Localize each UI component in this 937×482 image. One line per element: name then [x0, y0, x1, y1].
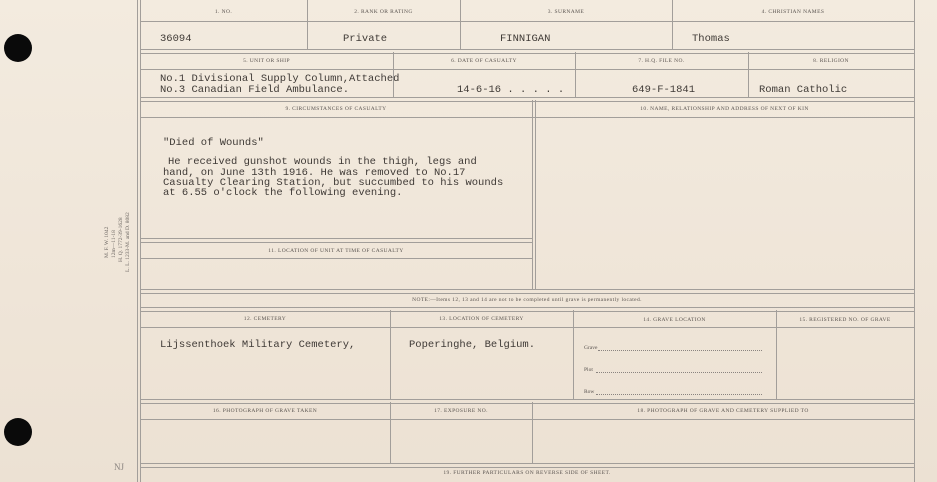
- note-bottom-rule: [140, 307, 914, 312]
- note-text: NOTE:—Items 12, 13 and 14 are not to be completed until grave is permanently located.: [412, 297, 642, 303]
- row2-label-rule: [140, 69, 914, 70]
- label-exposure: 17. EXPOSURE NO.: [434, 408, 488, 414]
- value-file: 649-F-1841: [632, 84, 696, 96]
- value-location-cemetery: Poperinghe, Belgium.: [409, 339, 536, 351]
- value-surname: FINNIGAN: [500, 33, 551, 45]
- circumstances-line-4: at 6.55 o'clock the following evening.: [163, 187, 403, 199]
- value-no: 36094: [160, 33, 192, 45]
- value-cemetery: Lijssenthoek Military Cemetery,: [160, 339, 356, 351]
- label-file: 7. H.Q. FILE NO.: [638, 58, 685, 64]
- side-print-line-3: H. Q. 1772-39-1628: [118, 217, 124, 262]
- plot-field-line: [596, 372, 762, 373]
- value-unit-line-1: No.1 Divisional Supply Column,Attached: [160, 73, 400, 85]
- label-surname: 3. SURNAME: [547, 9, 585, 15]
- row3-bottom-rule: [140, 289, 914, 294]
- circumstances-line-2: hand, on June 13th 1916. He was removed to No.17: [163, 167, 466, 179]
- row3b-rule: [140, 258, 532, 259]
- label-religion: 8. RELIGION: [813, 58, 849, 64]
- r3-div-1: [532, 100, 533, 290]
- r1-div-1: [307, 0, 308, 50]
- label-photo-taken: 16. PHOTOGRAPH OF GRAVE TAKEN: [212, 408, 318, 414]
- row-field-label: Row: [584, 389, 595, 395]
- grave-field-line: [598, 350, 762, 351]
- initials: NJ: [114, 462, 125, 472]
- value-christian: Thomas: [692, 33, 730, 45]
- value-date: 14-6-16 . . . . .: [457, 84, 565, 96]
- row-field-line: [596, 394, 762, 395]
- label-location-unit: 11. LOCATION OF UNIT AT TIME OF CASUALTY: [268, 248, 404, 254]
- r3-div-1b: [535, 100, 536, 290]
- row2-bottom-rule: [140, 97, 914, 102]
- label-photo-supplied: 18. PHOTOGRAPH OF GRAVE AND CEMETERY SUPPLIED TO: [637, 408, 809, 414]
- r4-div-3: [776, 310, 777, 400]
- row4-bottom-rule: [140, 399, 914, 404]
- label-christian: 4. CHRISTIAN NAMES: [761, 9, 825, 15]
- label-location-cemetery: 13. LOCATION OF CEMETERY: [439, 316, 524, 322]
- circumstances-line-3: Casualty Clearing Station, but succumbed to his wounds: [163, 177, 504, 189]
- side-print-line-4: L. L. 1233-M. and D. 8082: [125, 212, 131, 272]
- row5-label-rule: [140, 419, 914, 420]
- label-cemetery: 12. CEMETERY: [243, 316, 287, 322]
- punch-hole-bottom: [4, 418, 32, 446]
- row1-bottom-rule: [140, 49, 914, 54]
- value-rank: Private: [343, 33, 388, 45]
- side-print-line-1: M. F. W. 1042: [104, 226, 110, 258]
- label-kin: 10. NAME, RELATIONSHIP AND ADDRESS OF NEXT OF KIN: [640, 106, 809, 112]
- label-no: 1. NO.: [214, 9, 233, 15]
- label-rank: 2. RANK OR RATING: [354, 9, 413, 15]
- r4-div-1: [390, 310, 391, 400]
- row3-label-rule: [140, 117, 914, 118]
- label-grave-location: 14. GRAVE LOCATION: [643, 317, 706, 323]
- side-print-line-2: 12m—11-18: [111, 230, 117, 258]
- r1-div-2: [460, 0, 461, 50]
- grave-field-label: Grave: [584, 345, 598, 351]
- punch-hole-top: [4, 34, 32, 62]
- label-date: 6. DATE OF CASUALTY: [451, 58, 517, 64]
- row1-label-rule: [140, 21, 914, 22]
- right-border: [914, 0, 915, 482]
- r1-div-3: [672, 0, 673, 50]
- circumstances-line-1: He received gunshot wounds in the thigh, legs and: [168, 156, 477, 168]
- left-margin-line: [137, 0, 138, 482]
- r4-div-2: [573, 310, 574, 400]
- label-unit: 5. UNIT OR SHIP: [243, 58, 290, 64]
- value-unit-line-2: No.3 Canadian Field Ambulance.: [160, 84, 350, 96]
- circumstances-title: "Died of Wounds": [163, 137, 264, 149]
- label-registered: 15. REGISTERED NO. OF GRAVE: [799, 317, 891, 323]
- label-further: 19. FURTHER PARTICULARS ON REVERSE SIDE OF SHEET.: [443, 470, 611, 476]
- value-religion: Roman Catholic: [759, 84, 848, 96]
- row3a-rule: [140, 238, 532, 243]
- label-circumstances: 9. CIRCUMSTANCES OF CASUALTY: [285, 106, 387, 112]
- row5-bottom-rule: [140, 463, 914, 468]
- row4-label-rule: [140, 327, 914, 328]
- plot-field-label: Plot: [584, 367, 593, 373]
